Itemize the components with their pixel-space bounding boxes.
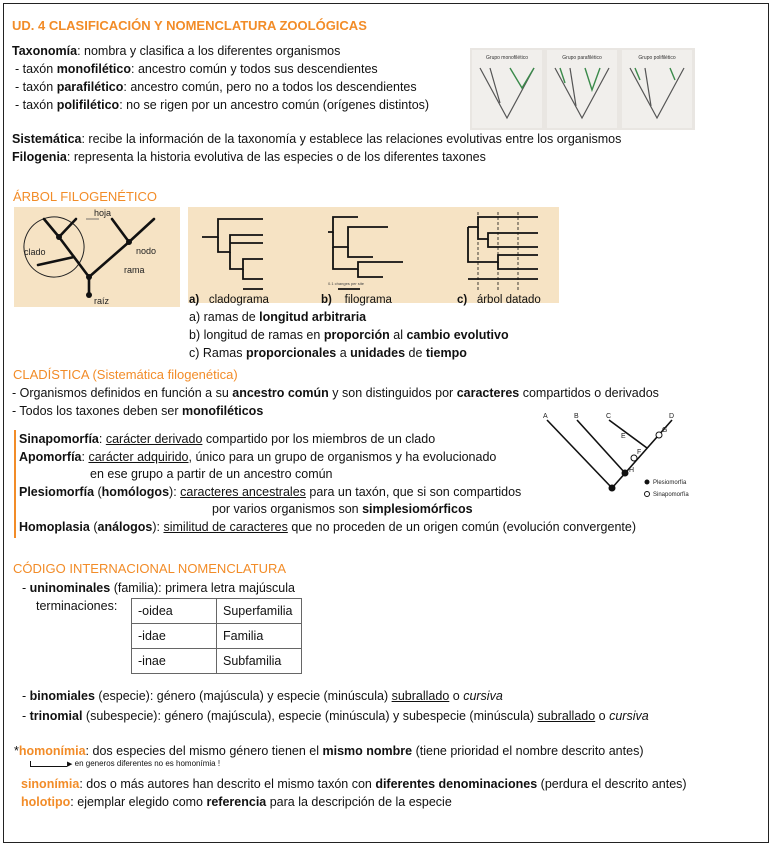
taxon-groups-svg [470, 48, 695, 130]
terminaciones-label: terminaciones: [36, 599, 118, 613]
taxon-prefix: - taxón [15, 80, 57, 94]
desc-text: b) longitud de ramas en [189, 328, 324, 342]
def-underline: similitud de caracteres [163, 520, 288, 534]
tree-branch [129, 219, 154, 242]
line-bold: ancestro común [232, 386, 329, 400]
caption-letter: a) [189, 294, 200, 306]
line-bold: monofiléticos [182, 404, 264, 418]
table-row [132, 624, 302, 649]
def-term: Homoplasia [19, 520, 90, 534]
line-text: o [595, 709, 610, 723]
taxon-label: D [669, 413, 675, 420]
desc-bold: cambio evolutivo [406, 328, 509, 342]
group-panel [472, 50, 542, 128]
caption-label: cladograma [208, 294, 269, 306]
taxon-term: monofilético [56, 62, 131, 76]
tree-branch [59, 219, 76, 237]
binomiales-line [22, 688, 503, 704]
line-underline: subrallado [537, 709, 596, 723]
asterisk: * [14, 744, 19, 758]
sinapomorfia-def [19, 431, 435, 447]
table-row [132, 649, 302, 674]
taxon-label: A [543, 413, 548, 420]
desc-b [189, 327, 509, 343]
cladograma-caption [189, 292, 269, 308]
page-title: UD. 4 CLASIFICACIÓN Y NOMENCLATURA ZOOLÓGICAS [12, 18, 367, 33]
line-text: o [449, 689, 464, 703]
note-bold: referencia [206, 795, 267, 809]
def-text: ( [94, 485, 102, 499]
holotipo-line [21, 794, 452, 810]
taxon-groups-image [470, 48, 695, 130]
tree-branch [44, 219, 59, 237]
desc-text: c) Ramas [189, 346, 246, 360]
group-panel [622, 50, 692, 128]
desc-bold: proporcionales [245, 346, 337, 360]
note-bold: mismo nombre [322, 744, 413, 758]
def-underline: carácter adquirido [88, 450, 189, 464]
desc-bold: unidades [350, 346, 406, 360]
note-small-text: en generos diferentes no es homonímia ! [74, 759, 221, 768]
sistematica-text: : recibe la información de la taxonomía y establece las relaciones evolutivas entre los organismos [81, 132, 622, 146]
sistematica-line [12, 131, 621, 147]
tree-branch [112, 219, 129, 242]
desc-a [189, 309, 366, 325]
tree-branch [38, 257, 74, 265]
tree-branch [478, 227, 538, 239]
tree-branch [468, 217, 538, 227]
table-cell: Familia [217, 624, 302, 649]
taxon-label: B [574, 413, 579, 420]
taxon-term: parafilético [56, 80, 124, 94]
filogenia-text: : representa la historia evolutiva de las especies o de los diferentes taxones [66, 150, 486, 164]
plesiomorfia-def [19, 484, 521, 500]
taxonomia-text: : nombra y clasifica a los diferentes organismos [77, 44, 341, 58]
taxon-label: C [606, 413, 612, 420]
plesiomorphy-node [622, 470, 629, 477]
rama-label: rama [124, 265, 145, 275]
trinomial-line [22, 708, 649, 724]
definitions-accent-bar [14, 430, 16, 538]
desc-text: a [336, 346, 351, 360]
line-bold: uninominales [29, 581, 111, 595]
def-text: : [98, 432, 106, 446]
cladistics-svg [537, 410, 699, 510]
line-text: - Todos los taxones deben ser [12, 404, 183, 418]
tree-types-svg [188, 207, 559, 303]
nodo-label: nodo [136, 246, 157, 256]
line-bold: caracteres [456, 386, 520, 400]
taxon-prefix: - taxón [15, 98, 57, 112]
line-bold: binomiales [29, 689, 95, 703]
def-text: ): [152, 520, 164, 534]
taxon-item [15, 79, 417, 95]
legend-plesiomorphy-marker [645, 480, 650, 485]
taxon-term: polifilético [56, 98, 120, 112]
clado-label: clado [24, 247, 46, 257]
desc-bold: proporción [323, 328, 390, 342]
def-term: Apomorfía [19, 450, 82, 464]
line-bold: trinomial [29, 709, 83, 723]
homonimia-note [30, 756, 220, 773]
apomorfia-def-cont: en ese grupo a partir de un ancestro común [90, 467, 333, 481]
def-bold: homólogos [101, 485, 170, 499]
line-italic: cursiva [463, 689, 503, 703]
tree-branch [577, 420, 625, 473]
legend-label: Plesiomorfía [653, 480, 687, 486]
line-italic: cursiva [609, 709, 649, 723]
tree-branch [328, 217, 358, 232]
table-cell: -inae [132, 649, 217, 674]
tree-node [126, 239, 132, 245]
group-panel [547, 50, 617, 128]
arbol-datado-caption [457, 292, 541, 308]
note-text: : ejemplar elegido como [70, 795, 207, 809]
tree-anatomy-figure [14, 207, 180, 307]
line-text: - Organismos definidos en función a su [12, 386, 233, 400]
note-term: holotipo [21, 795, 71, 809]
cladistics-diagram [537, 410, 699, 510]
line-underline: subrallado [391, 689, 450, 703]
plesiomorphy-node [609, 485, 616, 492]
node-label: F [637, 449, 642, 456]
tree-branch [243, 269, 263, 279]
def-bold: simplesiomórficos [362, 502, 473, 516]
caption-label: filograma [344, 294, 392, 306]
def-text: ( [89, 520, 98, 534]
caption-letter: c) [457, 294, 468, 306]
tree-branch [609, 420, 647, 448]
taxonomia-line [12, 43, 340, 59]
filograma-caption [321, 292, 392, 308]
group-label: Grupo polifilético [638, 55, 676, 61]
plesiomorfia-def-cont [212, 501, 473, 517]
legend-synapomorphy-marker [645, 492, 650, 497]
def-text: ): [169, 485, 181, 499]
legend-label: Sinapomorfía [653, 492, 689, 498]
group-label: Grupo parafilético [562, 55, 602, 61]
terminaciones-table [131, 598, 302, 674]
taxonomia-term: Taxonomía [12, 44, 78, 58]
caption-letter: b) [321, 294, 332, 306]
def-text: que no proceden de un origen común (evolución convergente) [287, 520, 636, 534]
table-cell: -idae [132, 624, 217, 649]
def-underline: caracteres ancestrales [180, 485, 306, 499]
arbol-heading: ÁRBOL FILOGENÉTICO [13, 189, 157, 204]
desc-c [189, 345, 467, 361]
line-text: compartidos o derivados [519, 386, 659, 400]
note-text: : dos o más autores han descrito el mismo taxón con [79, 777, 376, 791]
tree-branch [348, 247, 373, 257]
line-text: - [22, 581, 30, 595]
def-text: compartido por los miembros de un clado [202, 432, 436, 446]
cladistica-line2 [12, 403, 263, 419]
taxon-item [15, 97, 429, 113]
def-underline: carácter derivado [105, 432, 203, 446]
tree-branch [333, 247, 403, 269]
uninominales-line [22, 580, 295, 596]
raiz-label: raíz [94, 296, 110, 306]
tree-node [86, 274, 92, 280]
table-cell: -oidea [132, 599, 217, 624]
tree-node [56, 234, 62, 240]
tree-branch [488, 239, 538, 247]
table-cell: Subfamilia [217, 649, 302, 674]
note-text: (tiene prioridad el nombre descrito antes) [412, 744, 644, 758]
root-node [86, 292, 92, 298]
cladistica-line1 [12, 385, 659, 401]
sinonimia-line [21, 776, 687, 792]
def-term: Plesiomorfía [19, 485, 95, 499]
arrow-head-icon: ▶ [67, 761, 73, 768]
line-text: y son distinguidos por [328, 386, 457, 400]
desc-text: de [405, 346, 426, 360]
filogenia-line [12, 149, 486, 165]
node-label: E [621, 433, 626, 440]
taxon-text: : ancestro común y todos sus descendientes [131, 62, 378, 76]
node-label: G [662, 427, 668, 434]
def-term: Sinapomorfía [19, 432, 99, 446]
note-text: (perdura el descrito antes) [537, 777, 687, 791]
tree-branch [547, 420, 612, 488]
scale-note: 0.1 changes per site [328, 281, 365, 286]
sistematica-term: Sistemática [12, 132, 82, 146]
desc-text: a) ramas de [189, 310, 260, 324]
def-text: , único para un grupo de organismos y ha evolucionado [188, 450, 497, 464]
note-bold: diferentes denominaciones [375, 777, 538, 791]
desc-bold: longitud arbitraria [259, 310, 367, 324]
taxon-prefix: - taxón [15, 62, 57, 76]
desc-text: al [389, 328, 407, 342]
cladistica-heading: CLADÍSTICA (Sistemática filogenética) [13, 367, 238, 382]
table-cell: Superfamilia [217, 599, 302, 624]
tree-anatomy-svg [14, 207, 180, 307]
tree-branch [333, 227, 388, 247]
filogenia-term: Filogenia [12, 150, 67, 164]
line-text: (subespecie): género (majúscula), especie (minúscula) y subespecie (minúscula) [82, 709, 538, 723]
group-label: Grupo monofilético [486, 55, 528, 61]
node-label: H [629, 467, 635, 474]
hoja-label: hoja [94, 208, 112, 218]
note-text: para la descripción de la especie [266, 795, 452, 809]
def-text: : [81, 450, 89, 464]
def-bold: análogos [97, 520, 153, 534]
homoplasia-def [19, 519, 636, 535]
line-text: - [22, 709, 30, 723]
apomorfia-def [19, 449, 496, 465]
tree-branch [358, 269, 383, 277]
table-row [132, 599, 302, 624]
line-text: - [22, 689, 30, 703]
arrow-icon [30, 761, 67, 767]
line-text: (familia): primera letra majúscula [110, 581, 295, 595]
note-term: sinonímia [21, 777, 80, 791]
taxon-text: : ancestro común, pero no a todos los descendientes [123, 80, 417, 94]
caption-label: árbol datado [476, 294, 541, 306]
tree-types-figure [188, 207, 559, 303]
desc-bold: tiempo [425, 346, 467, 360]
tree-branch [230, 252, 263, 269]
note-text: : dos especies del mismo género tienen el [85, 744, 323, 758]
tree-branch [89, 242, 129, 277]
def-text: para un taxón, que si son compartidos [305, 485, 522, 499]
codigo-heading: CÓDIGO INTERNACIONAL NOMENCLATURA [13, 561, 287, 576]
taxon-item [15, 61, 378, 77]
line-text: (especie): género (majúscula) y especie (minúscula) [94, 689, 392, 703]
def-text: por varios organismos son [212, 502, 363, 516]
taxon-text: : no se rigen por un ancestro común (orígenes distintos) [119, 98, 430, 112]
note-term: homonímia [18, 744, 86, 758]
